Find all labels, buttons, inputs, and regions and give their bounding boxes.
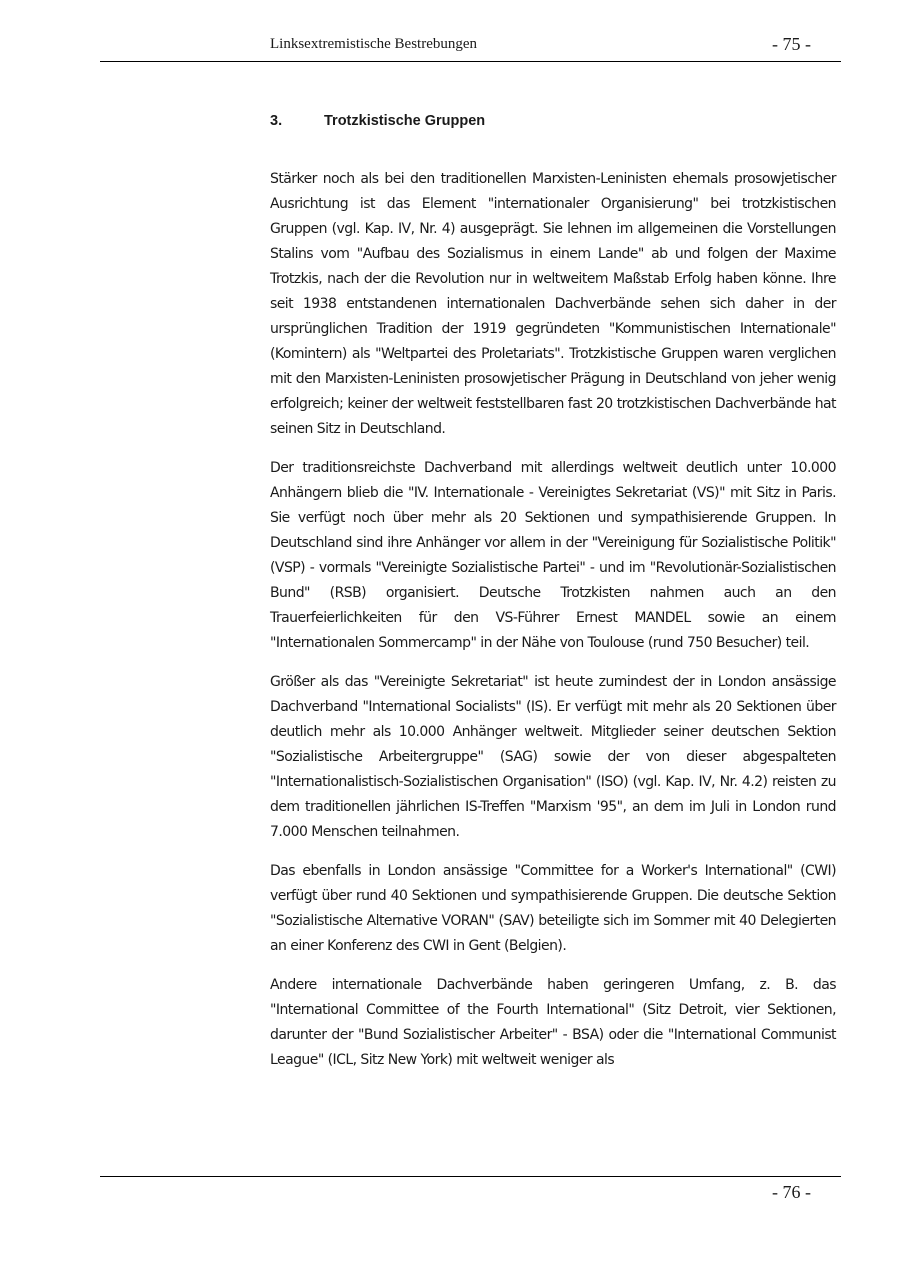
- footer-page-number: - 76 -: [772, 1182, 811, 1202]
- paragraph: Der traditionsreichste Dachverband mit allerdings weltweit deutlich unter 10.000 Anhängern blieb die "IV. Internationale - Vereinigtes Sekretariat (VS)" mit Sitz in Paris. Sie verfügt noch über mehr als 20 Sektionen und sympathisierende Gruppen. In Deutschland sind ihre Anhänger vor allem in der "Vereinigung für Sozialistische Politik" (VSP) - vormals "Vereinigte Sozialistische Partei" - und im "Revolutionär-Sozialistischen Bund" (RSB) organisiert. Deutsche Trotzkisten nahmen auch an den Trauerfeierlichkeiten für den VS-Führer Ernest MANDEL sowie an einem "Internationalen Sommercamp" in der Nähe von Toulouse (rund 750 Besucher) teil.: [270, 460, 836, 651]
- running-header-title: Linksextremistische Bestrebungen: [270, 36, 478, 52]
- section-title: Trotzkistische Gruppen: [324, 113, 486, 129]
- paragraph: Größer als das "Vereinigte Sekretariat" ist heute zumindest der in London ansässige Dachverband "International Socialists" (IS). Er verfügt mit mehr als 20 Sektionen über deutlich mehr als 10.000 Anhänger weltweit. Mitglieder seiner deutschen Sektion "Sozialistische Arbeitergruppe" (SAG) sowie der von dieser abgespalteten "Internationalistisch-Sozialistischen Organisation" (ISO) (vgl. Kap. IV, Nr. 4.2) reisten zu dem traditionellen jährlichen IS-Treffen "Marxism '95", an dem im Juli in London rund 7.000 Menschen teilnahmen.: [270, 674, 836, 840]
- header-page-number: - 75 -: [772, 34, 811, 54]
- paragraph: Stärker noch als bei den traditionellen Marxisten-Leninisten ehemals prosowjetischer Ausrichtung ist das Element "internationaler Organisierung" bei trotzkistischen Gruppen (vgl. Kap. IV, Nr. 4) ausgeprägt. Sie lehnen im allgemeinen die Vorstellungen Stalins vom "Aufbau des Sozialismus in einem Lande" ab und folgen der Maxime Trotzkis, nach der die Revolution nur in weltweitem Maßstab Erfolg haben könne. Ihre seit 1938 entstandenen internationalen Dachverbände sehen sich daher in der ursprünglichen Tradition der 1919 gegründeten "Kommunistischen Internationale" (Komintern) als "Weltpartei des Proletariats". Trotzkistische Gruppen waren verglichen mit den Marxisten-Leninisten prosowjetischer Prägung in Deutschland von jeher wenig erfolgreich; keiner der weltweit feststellbaren fast 20 trotzkistischen Dachverbände hat seinen Sitz in Deutschland.: [270, 171, 836, 437]
- footer-rule: [100, 1176, 841, 1177]
- paragraph: Das ebenfalls in London ansässige "Committee for a Worker's International" (CWI) verfügt über rund 40 Sektionen und sympathisierende Gruppen. Die deutsche Sektion "Sozialistische Alternative VORAN" (SAV) beteiligte sich im Sommer mit 40 Delegierten an einer Konferenz des CWI in Gent (Belgien).: [270, 863, 836, 954]
- section-number: 3.: [270, 113, 283, 129]
- paragraph: Andere internationale Dachverbände haben geringeren Umfang, z. B. das "International Committee of the Fourth International" (Sitz Detroit, vier Sektionen, darunter der "Bund Sozialistischer Arbeiter" - BSA) oder die "International Communist League" (ICL, Sitz New York) mit weltweit weniger als: [270, 977, 836, 1068]
- body-text: [270, 167, 836, 1087]
- header-rule: [100, 61, 841, 62]
- section-heading: [270, 113, 840, 129]
